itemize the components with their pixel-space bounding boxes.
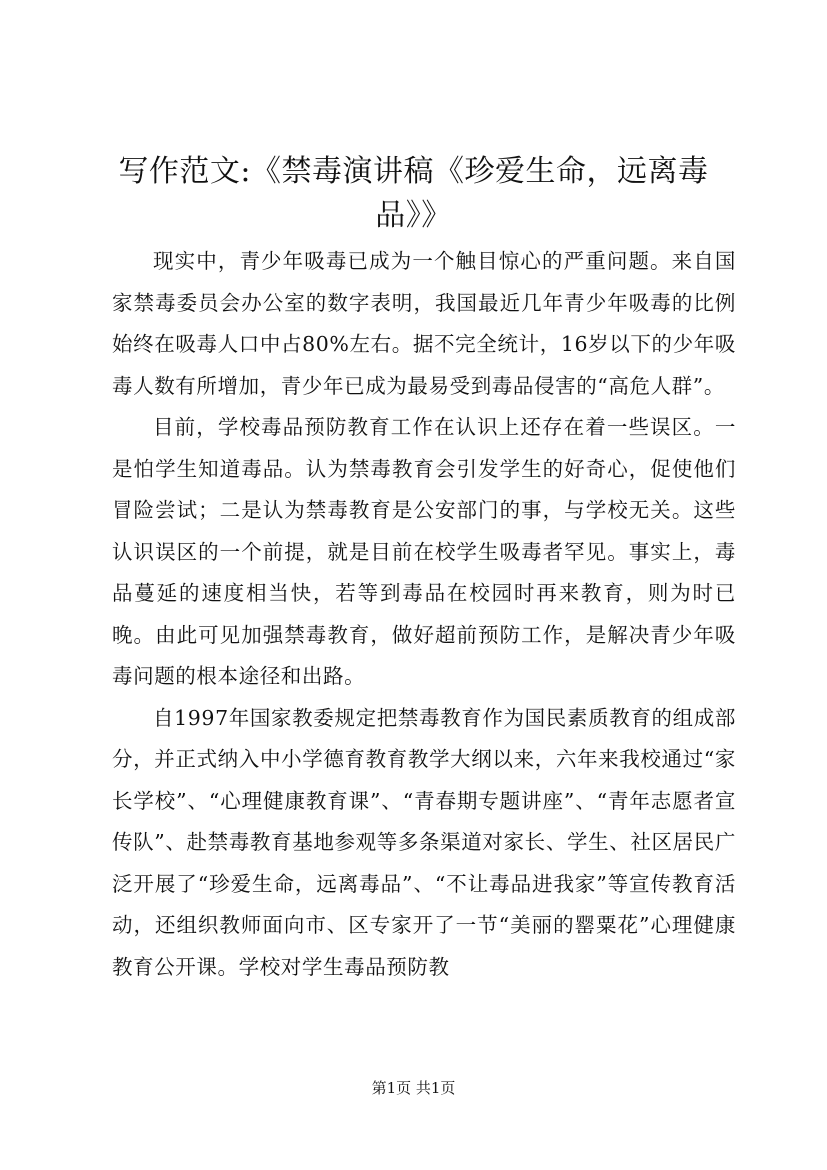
paragraph-1: 现实中，青少年吸毒已成为一个触目惊心的严重问题。来自国家禁毒委员会办公室的数字表明，我国最近几年青少年吸毒的比例始终在吸毒人口中占80%左右。据不完全统计，16岁以下的少年吸毒人数有所增加，青少年已成为最易受到毒品侵害的“高危人群”。 bbox=[112, 249, 736, 398]
page-footer: 第1页 共1页 bbox=[371, 1079, 456, 1097]
paragraph-2: 目前，学校毒品预防教育工作在认识上还存在着一些误区。一是怕学生知道毒品。认为禁毒教育会引发学生的好奇心，促使他们冒险尝试；二是认为禁毒教育是公安部门的事，与学校无关。这些认识误区的一个前提，就是目前在校学生吸毒者罕见。事实上，毒品蔓延的速度相当快，若等到毒品在校园时再来教育，则为时已晚。由此可见加强禁毒教育，做好超前预防工作，是解决青少年吸毒问题的根本途径和出路。 bbox=[112, 415, 736, 688]
document-title: 写作范文:《禁毒演讲稿《珍爱生命，远离毒品》》 bbox=[118, 154, 709, 233]
document-body bbox=[112, 241, 736, 988]
paragraph-3: 自1997年国家教委规定把禁毒教育作为国民素质教育的组成部分，并正式纳入中小学德育教育教学大纲以来，六年来我校通过“家长学校”、“心理健康教育课”、“青春期专题讲座”、“青年志愿者宣传队”、赴禁毒教育基地参观等多条渠道对家长、学生、社区居民广泛开展了“珍爱生命，远离毒品”、“不让毒品进我家”等宣传教育活动，还组织教师面向市、区专家开了一节“美丽的罂粟花”心理健康教育公开课。学校对学生毒品预防教 bbox=[112, 705, 736, 979]
